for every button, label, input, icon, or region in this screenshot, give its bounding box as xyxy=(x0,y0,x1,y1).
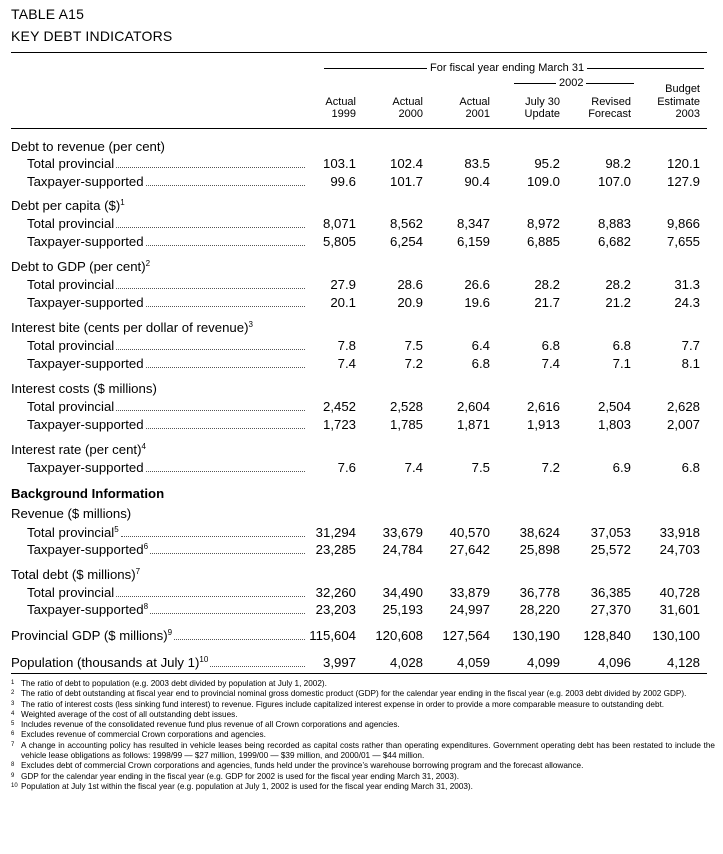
footnote-text: Excludes debt of commercial Crown corporations and agencies, funds held under the province’s warehouse borrowing program and the forecast allowance. xyxy=(21,761,584,771)
cell-actual-2000: 33,679 xyxy=(382,525,423,540)
cell-actual-2000: 7.4 xyxy=(404,460,423,475)
cell-actual-1999: 5,805 xyxy=(322,234,356,249)
row-label: Debt to GDP (per cent)$^2$ xyxy=(11,259,151,274)
cell-july-30-update: 130,190 xyxy=(512,628,560,643)
cell-actual-2000: 6,254 xyxy=(389,234,423,249)
cell-actual-2000: 20.9 xyxy=(397,295,423,310)
footnote-number: 5 xyxy=(11,721,15,728)
footnote xyxy=(11,710,715,720)
column-header-actual-1999-line2: Actual xyxy=(325,96,356,108)
table-row xyxy=(0,627,723,644)
cell-actual-2000: 28.6 xyxy=(397,277,423,292)
cell-budget-estimate-2003: 130,100 xyxy=(652,628,700,643)
table-title: KEY DEBT INDICATORS xyxy=(11,28,173,44)
cell-budget-estimate-2003: 40,728 xyxy=(659,585,700,600)
cell-july-30-update: 1,913 xyxy=(526,417,560,432)
table-section-heading xyxy=(0,505,723,522)
column-header-july-30-update-line2: July 30 xyxy=(525,96,560,108)
cell-actual-2001: 4,059 xyxy=(456,655,490,670)
cell-budget-estimate-2003: 24,703 xyxy=(659,542,700,557)
footnote-number: 6 xyxy=(11,731,15,738)
cell-actual-2001: 127,564 xyxy=(442,628,490,643)
row-label: Taxpayer-supported xyxy=(27,233,307,250)
column-header-july-30-update-line3: Update xyxy=(524,108,560,120)
row-label: Total provincial$^5$ xyxy=(27,524,307,541)
cell-actual-2001: 6.8 xyxy=(471,356,490,371)
cell-actual-2001: 90.4 xyxy=(464,174,490,189)
cell-budget-estimate-2003: 2,628 xyxy=(666,399,700,414)
footnote-ref: 5 xyxy=(114,525,119,534)
cell-revised-forecast: 25,572 xyxy=(590,542,631,557)
leader-dots xyxy=(116,596,305,597)
table-row xyxy=(0,173,723,190)
row-label: Total provincial xyxy=(27,215,307,232)
cell-budget-estimate-2003: 31.3 xyxy=(674,277,700,292)
cell-revised-forecast: 37,053 xyxy=(590,525,631,540)
footnote-ref: 9 xyxy=(167,628,173,637)
row-label: Population (thousands at July 1)$^{10}$ xyxy=(11,654,307,671)
column-header-actual-2000-line3: 2000 xyxy=(398,108,423,120)
footnote-ref: 3 xyxy=(248,320,253,329)
cell-july-30-update: 109.0 xyxy=(526,174,560,189)
footnote-number: 9 xyxy=(11,772,15,779)
footnote-ref: 6 xyxy=(143,542,149,551)
cell-actual-1999: 8,071 xyxy=(322,216,356,231)
footnote-number: 7 xyxy=(11,741,15,748)
footnote-text: The ratio of interest costs (less sinking fund interest) to revenue. Figures include capitalized interest expense in order to provide a more comparable measure to outstanding debt. xyxy=(21,699,665,709)
cell-revised-forecast: 6.8 xyxy=(612,338,631,353)
table-section-heading xyxy=(0,485,723,502)
cell-actual-2000: 8,562 xyxy=(389,216,423,231)
row-label: Taxpayer-supported xyxy=(27,416,307,433)
table-section-heading xyxy=(0,566,723,583)
row-label: Total provincial xyxy=(27,584,307,601)
cell-actual-2000: 7.5 xyxy=(404,338,423,353)
cell-actual-1999: 3,997 xyxy=(322,655,356,670)
table-section-heading xyxy=(0,138,723,155)
leader-dots xyxy=(116,227,305,228)
cell-july-30-update: 28.2 xyxy=(534,277,560,292)
cell-actual-2000: 102.4 xyxy=(389,156,423,171)
cell-revised-forecast: 36,385 xyxy=(590,585,631,600)
bottom-rule xyxy=(11,673,707,674)
table-row xyxy=(0,355,723,372)
footnote xyxy=(11,741,715,762)
cell-actual-1999: 1,723 xyxy=(322,417,356,432)
year-2002-label: 2002 xyxy=(556,77,586,89)
cell-actual-2001: 24,997 xyxy=(449,602,490,617)
leader-dots xyxy=(150,553,305,554)
leader-dots xyxy=(116,288,305,289)
leader-dots xyxy=(146,471,305,472)
table-row xyxy=(0,601,723,618)
cell-actual-1999: 2,452 xyxy=(322,399,356,414)
cell-actual-2000: 1,785 xyxy=(389,417,423,432)
cell-revised-forecast: 128,840 xyxy=(583,628,631,643)
cell-revised-forecast: 21.2 xyxy=(605,295,631,310)
cell-budget-estimate-2003: 2,007 xyxy=(666,417,700,432)
cell-revised-forecast: 8,883 xyxy=(597,216,631,231)
row-label: Taxpayer-supported xyxy=(27,294,307,311)
column-header-budget-estimate-2003-line3: 2003 xyxy=(675,108,700,120)
cell-actual-1999: 23,203 xyxy=(315,602,356,617)
cell-july-30-update: 28,220 xyxy=(519,602,560,617)
table-row xyxy=(0,459,723,476)
cell-revised-forecast: 6,682 xyxy=(597,234,631,249)
footnote-number: 4 xyxy=(11,710,15,717)
cell-july-30-update: 25,898 xyxy=(519,542,560,557)
cell-budget-estimate-2003: 7,655 xyxy=(666,234,700,249)
cell-actual-1999: 32,260 xyxy=(315,585,356,600)
footnote-ref: 2 xyxy=(145,259,151,268)
table-section-heading xyxy=(0,441,723,458)
table-row xyxy=(0,294,723,311)
column-header-actual-1999-line3: 1999 xyxy=(331,108,356,120)
footnote-ref: 1 xyxy=(120,198,125,207)
footnote-text: Weighted average of the cost of all outstanding debt issues. xyxy=(21,709,238,719)
table-row xyxy=(0,398,723,415)
cell-actual-2000: 24,784 xyxy=(382,542,423,557)
cell-actual-2001: 1,871 xyxy=(456,417,490,432)
cell-revised-forecast: 4,096 xyxy=(597,655,631,670)
footnote-number: 2 xyxy=(11,690,15,697)
cell-july-30-update: 21.7 xyxy=(534,295,560,310)
cell-july-30-update: 2,616 xyxy=(526,399,560,414)
footnote-ref: 10 xyxy=(199,655,209,664)
footnote-text: A change in accounting policy has resulted in vehicle leases being recorded as capital costs rather than operating expenditures. Government operating debt has been restated to include the vehicle lease obligations as follows: 1998/99 — $27 million, 1999/00 — $39 million, and 2000/01 — $44 million. xyxy=(21,740,715,761)
footnote-number: 1 xyxy=(11,680,15,686)
cell-budget-estimate-2003: 31,601 xyxy=(659,602,700,617)
row-label: Total provincial xyxy=(27,398,307,415)
cell-revised-forecast: 28.2 xyxy=(605,277,631,292)
footnote-text: The ratio of debt to population (e.g. 2003 debt divided by population at July 1, 2002). xyxy=(21,679,327,688)
footnote-number: 10 xyxy=(11,782,18,789)
footnote xyxy=(11,772,715,782)
cell-revised-forecast: 6.9 xyxy=(612,460,631,475)
row-label: Revenue ($ millions) xyxy=(11,506,132,521)
row-label: Background Information xyxy=(11,486,165,501)
row-label: Interest rate (per cent)$^4$ xyxy=(11,442,146,457)
footnote-text: Excludes revenue of commercial Crown corporations and agencies. xyxy=(21,730,266,740)
cell-july-30-update: 36,778 xyxy=(519,585,560,600)
cell-budget-estimate-2003: 4,128 xyxy=(666,655,700,670)
cell-budget-estimate-2003: 127.9 xyxy=(666,174,700,189)
row-label: Interest costs ($ millions) xyxy=(11,381,157,396)
column-header-actual-2001-line3: 2001 xyxy=(465,108,490,120)
footnote-ref: 4 xyxy=(141,442,146,451)
cell-actual-1999: 23,285 xyxy=(315,542,356,557)
cell-july-30-update: 95.2 xyxy=(534,156,560,171)
footnote-ref: 7 xyxy=(135,567,141,576)
leader-dots xyxy=(146,185,305,186)
footnote xyxy=(11,761,715,771)
cell-budget-estimate-2003: 8.1 xyxy=(681,356,700,371)
table-row xyxy=(0,416,723,433)
footnote-text: Population at July 1st within the fiscal year (e.g. population at July 1, 2002 is used for the fiscal year ending March 31, 2003). xyxy=(21,781,473,791)
leader-dots xyxy=(150,613,305,614)
footnote-text: GDP for the calendar year ending in the fiscal year (e.g. GDP for 2002 is used for the fiscal year ending March 31, 2003). xyxy=(21,771,459,781)
leader-dots xyxy=(116,349,305,350)
cell-actual-2001: 6.4 xyxy=(471,338,490,353)
column-header-revised-forecast-line2: Revised xyxy=(591,96,631,108)
leader-dots xyxy=(210,666,305,667)
cell-actual-2001: 40,570 xyxy=(449,525,490,540)
row-label: Taxpayer-supported xyxy=(27,459,307,476)
cell-actual-1999: 31,294 xyxy=(315,525,356,540)
cell-actual-2000: 101.7 xyxy=(389,174,423,189)
row-label: Provincial GDP ($ millions)$^9$ xyxy=(11,627,307,644)
row-label: Taxpayer-supported$^6$ xyxy=(27,541,307,558)
footnotes xyxy=(11,679,715,792)
footnote xyxy=(11,679,715,689)
table-row xyxy=(0,276,723,293)
footnote-number: 3 xyxy=(11,700,15,707)
cell-actual-1999: 7.8 xyxy=(337,338,356,353)
leader-dots xyxy=(146,245,305,246)
leader-dots xyxy=(174,639,305,640)
footnote xyxy=(11,782,715,792)
cell-actual-1999: 7.4 xyxy=(337,356,356,371)
table-section-heading xyxy=(0,380,723,397)
table-row xyxy=(0,541,723,558)
cell-july-30-update: 4,099 xyxy=(526,655,560,670)
table-number: TABLE A15 xyxy=(11,6,85,22)
footnote xyxy=(11,720,715,730)
cell-revised-forecast: 1,803 xyxy=(597,417,631,432)
row-label: Taxpayer-supported xyxy=(27,355,307,372)
row-label: Total provincial xyxy=(27,276,307,293)
cell-budget-estimate-2003: 9,866 xyxy=(666,216,700,231)
footnote-ref: 8 xyxy=(143,602,149,611)
cell-budget-estimate-2003: 120.1 xyxy=(666,156,700,171)
cell-july-30-update: 6.8 xyxy=(541,338,560,353)
cell-actual-1999: 27.9 xyxy=(330,277,356,292)
cell-actual-1999: 103.1 xyxy=(322,156,356,171)
cell-actual-2000: 2,528 xyxy=(389,399,423,414)
column-header-budget-estimate-2003-line2: Estimate xyxy=(657,96,700,108)
table-row xyxy=(0,524,723,541)
cell-july-30-update: 6,885 xyxy=(526,234,560,249)
footnote xyxy=(11,730,715,740)
cell-revised-forecast: 107.0 xyxy=(597,174,631,189)
fiscal-year-label: For fiscal year ending March 31 xyxy=(427,62,587,74)
cell-actual-1999: 20.1 xyxy=(330,295,356,310)
footnote-text: The ratio of debt outstanding at fiscal year end to provincial nominal gross domestic product (GDP) for the calendar year ending in the fiscal year (e.g. 2003 debt divided by 2002 GDP). xyxy=(21,689,687,699)
leader-dots xyxy=(146,306,305,307)
row-label: Total debt ($ millions)$^7$ xyxy=(11,567,141,582)
cell-actual-1999: 99.6 xyxy=(330,174,356,189)
column-header-budget-estimate-2003-line1: Budget xyxy=(665,83,700,95)
cell-budget-estimate-2003: 33,918 xyxy=(659,525,700,540)
row-label: Total provincial xyxy=(27,337,307,354)
row-label: Taxpayer-supported$^8$ xyxy=(27,601,307,618)
row-label: Total provincial xyxy=(27,155,307,172)
cell-revised-forecast: 27,370 xyxy=(590,602,631,617)
cell-july-30-update: 8,972 xyxy=(526,216,560,231)
cell-actual-2000: 120,608 xyxy=(375,628,423,643)
leader-dots xyxy=(146,367,305,368)
cell-actual-2001: 33,879 xyxy=(449,585,490,600)
leader-dots xyxy=(116,410,305,411)
table-section-heading xyxy=(0,258,723,275)
row-label: Taxpayer-supported xyxy=(27,173,307,190)
cell-actual-2001: 2,604 xyxy=(456,399,490,414)
cell-budget-estimate-2003: 24.3 xyxy=(674,295,700,310)
cell-revised-forecast: 7.1 xyxy=(612,356,631,371)
cell-actual-2001: 19.6 xyxy=(464,295,490,310)
leader-dots xyxy=(116,167,305,168)
cell-actual-2001: 83.5 xyxy=(464,156,490,171)
cell-actual-2000: 25,193 xyxy=(382,602,423,617)
header-rule xyxy=(11,128,707,129)
footnote-number: 8 xyxy=(11,762,15,769)
leader-dots xyxy=(121,536,305,537)
cell-actual-2001: 27,642 xyxy=(449,542,490,557)
column-header-actual-2001-line2: Actual xyxy=(459,96,490,108)
table-row xyxy=(0,233,723,250)
row-label: Interest bite (cents per dollar of revenue)$^3$ xyxy=(11,320,253,335)
cell-july-30-update: 7.4 xyxy=(541,356,560,371)
footnote xyxy=(11,689,715,699)
cell-actual-2001: 6,159 xyxy=(456,234,490,249)
cell-revised-forecast: 98.2 xyxy=(605,156,631,171)
row-label: Debt to revenue (per cent) xyxy=(11,139,165,154)
footnote-text: Includes revenue of the consolidated revenue fund plus revenue of all Crown corporations and agencies. xyxy=(21,720,400,730)
table-row xyxy=(0,215,723,232)
table-row xyxy=(0,155,723,172)
cell-revised-forecast: 2,504 xyxy=(597,399,631,414)
table-row xyxy=(0,584,723,601)
cell-actual-2001: 8,347 xyxy=(456,216,490,231)
cell-july-30-update: 38,624 xyxy=(519,525,560,540)
cell-budget-estimate-2003: 7.7 xyxy=(681,338,700,353)
leader-dots xyxy=(146,428,305,429)
cell-actual-2000: 34,490 xyxy=(382,585,423,600)
cell-july-30-update: 7.2 xyxy=(541,460,560,475)
column-header-revised-forecast-line3: Forecast xyxy=(588,108,631,120)
footnote xyxy=(11,700,715,710)
table-row xyxy=(0,337,723,354)
table-row xyxy=(0,654,723,671)
cell-actual-2000: 7.2 xyxy=(404,356,423,371)
table-section-heading xyxy=(0,319,723,336)
cell-actual-2001: 7.5 xyxy=(471,460,490,475)
top-rule xyxy=(11,52,707,53)
cell-actual-2000: 4,028 xyxy=(389,655,423,670)
column-header-actual-2000-line2: Actual xyxy=(392,96,423,108)
cell-actual-1999: 115,604 xyxy=(309,628,356,643)
cell-actual-1999: 7.6 xyxy=(337,460,356,475)
cell-budget-estimate-2003: 6.8 xyxy=(681,460,700,475)
row-label: Debt per capita ($)$^1$ xyxy=(11,198,125,213)
cell-actual-2001: 26.6 xyxy=(464,277,490,292)
table-section-heading xyxy=(0,197,723,214)
